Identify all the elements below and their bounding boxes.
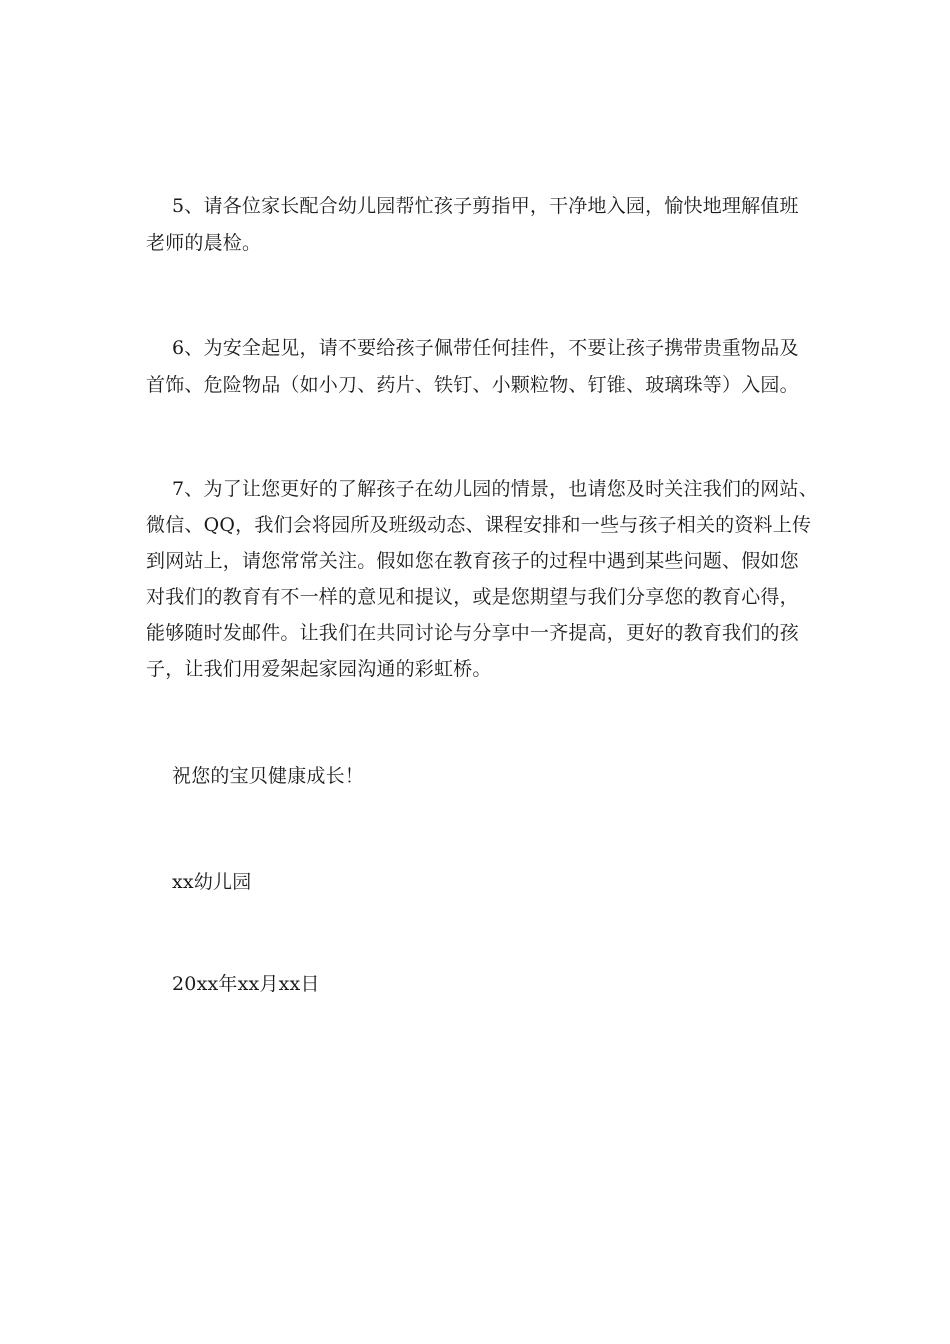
paragraph-7-line-3: 到网站上，请您常常关注。假如您在教育孩子的过程中遇到某些问题、假如您 xyxy=(146,550,799,572)
letter-date: 20xx年xx月xx日 xyxy=(172,973,320,995)
paragraph-7-line-2: 微信、QQ，我们会将园所及班级动态、课程安排和一些与孩子相关的资料上传 xyxy=(146,514,812,536)
paragraph-7-line-4: 对我们的教育有不一样的意见和提议，或是您期望与我们分享您的教育心得， xyxy=(146,586,799,608)
paragraph-6-line-1: 6、为安全起见，请不要给孩子佩带任何挂件，不要让孩子携带贵重物品及 xyxy=(172,337,799,359)
signature-kindergarten: xx幼儿园 xyxy=(172,871,252,893)
closing-wish: 祝您的宝贝健康成长！ xyxy=(172,765,365,787)
paragraph-6-line-2: 首饰、危险物品（如小刀、药片、铁钉、小颗粒物、钉锥、玻璃珠等）入园。 xyxy=(146,374,799,396)
paragraph-5-line-1: 5、请各位家长配合幼儿园帮忙孩子剪指甲，干净地入园，愉快地理解值班 xyxy=(172,195,799,217)
paragraph-7-line-1: 7、为了让您更好的了解孩子在幼儿园的情景，也请您及时关注我们的网站、 xyxy=(172,478,818,500)
paragraph-7-line-6: 子，让我们用爱架起家园沟通的彩虹桥。 xyxy=(146,658,492,680)
paragraph-7-line-5: 能够随时发邮件。让我们在共同讨论与分享中一齐提高，更好的教育我们的孩 xyxy=(146,622,799,644)
paragraph-5-line-2: 老师的晨检。 xyxy=(146,232,262,254)
